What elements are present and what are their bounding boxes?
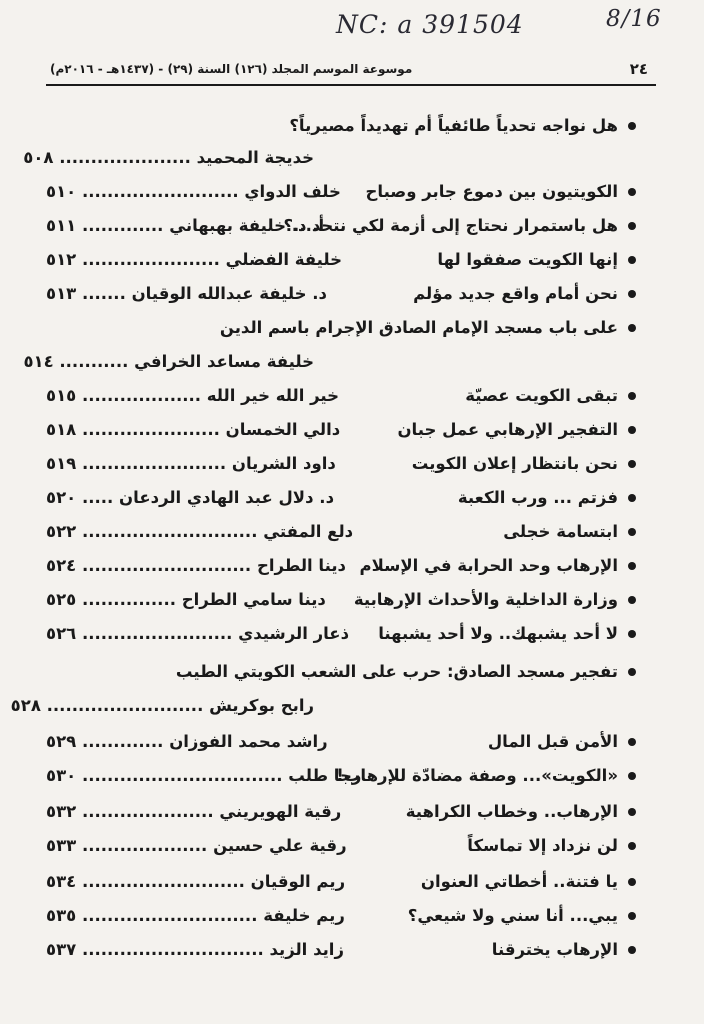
bullet-icon	[628, 324, 636, 332]
entry-title-line	[421, 872, 636, 891]
entry-title: إنها الكويت صفقوا لها	[437, 250, 618, 269]
entry-title-line	[437, 250, 636, 269]
bullet-icon	[628, 562, 636, 570]
entry-title: نحن بانتظار إعلان الكويت	[411, 454, 618, 473]
entry-title-line	[283, 216, 636, 235]
entry-title: وزارة الداخلية والأحداث الإرهابية	[353, 590, 618, 609]
entry-title-line	[458, 488, 636, 507]
bullet-icon	[628, 392, 636, 400]
bullet-icon	[628, 256, 636, 264]
entry-title: الكويتيون بين دموع جابر وصباح	[365, 182, 618, 201]
toc-entry	[46, 486, 636, 516]
entry-title: يبي... أنا سني ولا شيعي؟	[407, 906, 618, 925]
entry-title: الإرهاب.. وخطاب الكراهية	[405, 802, 618, 821]
page-number: ٢٤	[629, 60, 648, 78]
entry-author-page: أ. د. خليفة بهبهاني ............. ٥١١	[46, 216, 325, 235]
entry-title: على باب مسجد الإمام الصادق الإجرام باسم الدين	[219, 318, 618, 337]
entry-title-line	[465, 386, 636, 405]
toc-entry	[46, 554, 636, 584]
bullet-icon	[628, 630, 636, 638]
toc-entry	[10, 694, 636, 724]
entry-title-line	[408, 906, 636, 925]
entry-title-line	[397, 420, 636, 439]
bullet-icon	[628, 772, 636, 780]
toc-entry	[46, 114, 636, 144]
entry-title-line	[354, 590, 636, 609]
toc-entry	[46, 384, 636, 414]
toc-entry	[46, 730, 636, 760]
entry-title: نحن أمام واقع جديد مؤلم	[413, 284, 618, 303]
bullet-icon	[628, 596, 636, 604]
bullet-icon	[628, 290, 636, 298]
entry-title-line	[503, 522, 636, 541]
entry-title: هل نواجه تحدياً طائفياً أم تهديداً مصيرياً؟	[289, 116, 618, 135]
toc-entry	[46, 452, 636, 482]
entry-author-page: دلع المفتي ............................ ٥٢٢	[46, 522, 354, 541]
toc-entry	[23, 146, 636, 176]
entry-author-page: دالي الخمسان ...................... ٥١٨	[46, 420, 341, 439]
entry-author-page: رابح بوكريش ......................... ٥٢٨	[10, 696, 314, 715]
bullet-icon	[628, 222, 636, 230]
entry-author-page: رقية الهويريني ..................... ٥٣٢	[46, 802, 342, 821]
bullet-icon	[628, 460, 636, 468]
entry-title-line	[336, 766, 636, 785]
bullet-icon	[628, 878, 636, 886]
toc-entry	[46, 588, 636, 618]
entry-author-page: رجا طلب ................................ ٥٣٠	[46, 766, 362, 785]
entry-author-page: رقية علي حسين .................... ٥٣٣	[46, 836, 347, 855]
toc-entry	[46, 214, 636, 244]
entry-author-page: داود الشريان ....................... ٥١٩	[46, 454, 336, 473]
toc-entry	[46, 180, 636, 210]
entry-title: التفجير الإرهابي عمل جبان	[397, 420, 618, 439]
entry-author-page: ذعار الرشيدي ........................ ٥٢٦	[46, 624, 350, 643]
bullet-icon	[628, 946, 636, 954]
entry-title-line	[492, 940, 636, 959]
entry-author-page: راشد محمد الفوزان ............. ٥٢٩	[46, 732, 328, 751]
entry-title-line	[488, 732, 636, 751]
bullet-icon	[628, 738, 636, 746]
header-rule	[46, 84, 656, 86]
toc-entry	[46, 622, 636, 652]
toc-entry	[46, 520, 636, 550]
entry-title: تبقى الكويت عصيّة	[465, 386, 618, 405]
bullet-icon	[628, 188, 636, 196]
entry-title-line	[360, 556, 636, 575]
bullet-icon	[628, 912, 636, 920]
entry-title-line	[220, 318, 636, 337]
entry-title: فزتم ... ورب الكعبة	[457, 488, 618, 507]
entry-author-page: خلف الدواي ......................... ٥١٠	[46, 182, 341, 201]
entry-title: الإرهاب يخترقنا	[491, 940, 618, 959]
toc-entry	[46, 418, 636, 448]
bullet-icon	[628, 426, 636, 434]
entry-author-page: ريم خليفة ............................ ٥٣٥	[46, 906, 345, 925]
running-head: موسوعة الموسم المجلد (١٢٦) السنة (٢٩) - (١٤٣٧هـ - ٢٠١٦م)	[50, 62, 413, 76]
toc-entry	[46, 316, 636, 346]
entry-author-page: خليفة الفضلي ...................... ٥١٢	[46, 250, 343, 269]
entry-author-page: خير الله خير الله ................... ٥١٥	[46, 386, 340, 405]
toc-entry	[46, 938, 636, 968]
handwritten-catalog-code: NC: a 391504	[336, 10, 524, 39]
toc-entry	[46, 904, 636, 934]
toc-entry	[46, 282, 636, 312]
toc-entry	[46, 764, 636, 794]
toc-entry	[46, 660, 636, 690]
page-header	[48, 56, 654, 86]
entry-author-page: دينا سامي الطراح ............... ٥٢٥	[46, 590, 326, 609]
entry-title-line	[406, 802, 636, 821]
bullet-icon	[628, 494, 636, 502]
entry-title-line	[412, 454, 636, 473]
toc-entry	[46, 834, 636, 864]
entry-title: لن نزداد إلا تماسكاً	[467, 836, 618, 855]
entry-title: يا فتنة.. أخطاتي العنوان	[420, 872, 618, 891]
toc-entry	[46, 800, 636, 830]
bullet-icon	[628, 808, 636, 816]
toc-entry	[46, 248, 636, 278]
entry-author-page: خديجة المحميد ..................... ٥٠٨	[23, 148, 314, 167]
bullet-icon	[628, 122, 636, 130]
entry-title: ابتسامة خجلى	[503, 522, 618, 541]
entry-title-line	[413, 284, 636, 303]
bullet-icon	[628, 842, 636, 850]
entry-title-line	[365, 182, 636, 201]
entry-author-page: د. خليفة عبدالله الوقيان ....... ٥١٣	[46, 284, 327, 303]
toc-entry	[46, 870, 636, 900]
toc-entry	[23, 350, 636, 380]
entry-title: الأمن قبل المال	[487, 732, 618, 751]
entry-title: تفجير مسجد الصادق: حرب على الشعب الكويتي الطيب	[175, 662, 618, 681]
entry-title: «الكويت»... وصفة مضادّة للإرهاب!	[336, 766, 618, 785]
entry-title: الإرهاب وحد الحرابة في الإسلام	[359, 556, 618, 575]
entry-title: لا أحد يشبهك.. ولا أحد يشبهنا	[378, 624, 618, 643]
entry-title-line	[289, 116, 636, 135]
entry-author-page: ريم الوقيان .......................... ٥٣٤	[46, 872, 346, 891]
entry-title: هل باستمرار نحتاج إلى أزمة لكي نتحد...؟	[283, 216, 618, 235]
entry-title-line	[467, 836, 636, 855]
entry-title-line	[176, 662, 636, 681]
bullet-icon	[628, 668, 636, 676]
entry-author-page: د. دلال عبد الهادي الردعان ..... ٥٢٠	[46, 488, 335, 507]
bullet-icon	[628, 528, 636, 536]
entry-author-page: زايد الزيد ............................. ٥٣٧	[46, 940, 344, 959]
entry-author-page: خليفة مساعد الخرافي ........... ٥١٤	[23, 352, 314, 371]
handwritten-page-mark: 8/16	[606, 6, 662, 32]
entry-title-line	[378, 624, 636, 643]
entry-author-page: دينا الطراح ........................... ٥٢٤	[46, 556, 347, 575]
